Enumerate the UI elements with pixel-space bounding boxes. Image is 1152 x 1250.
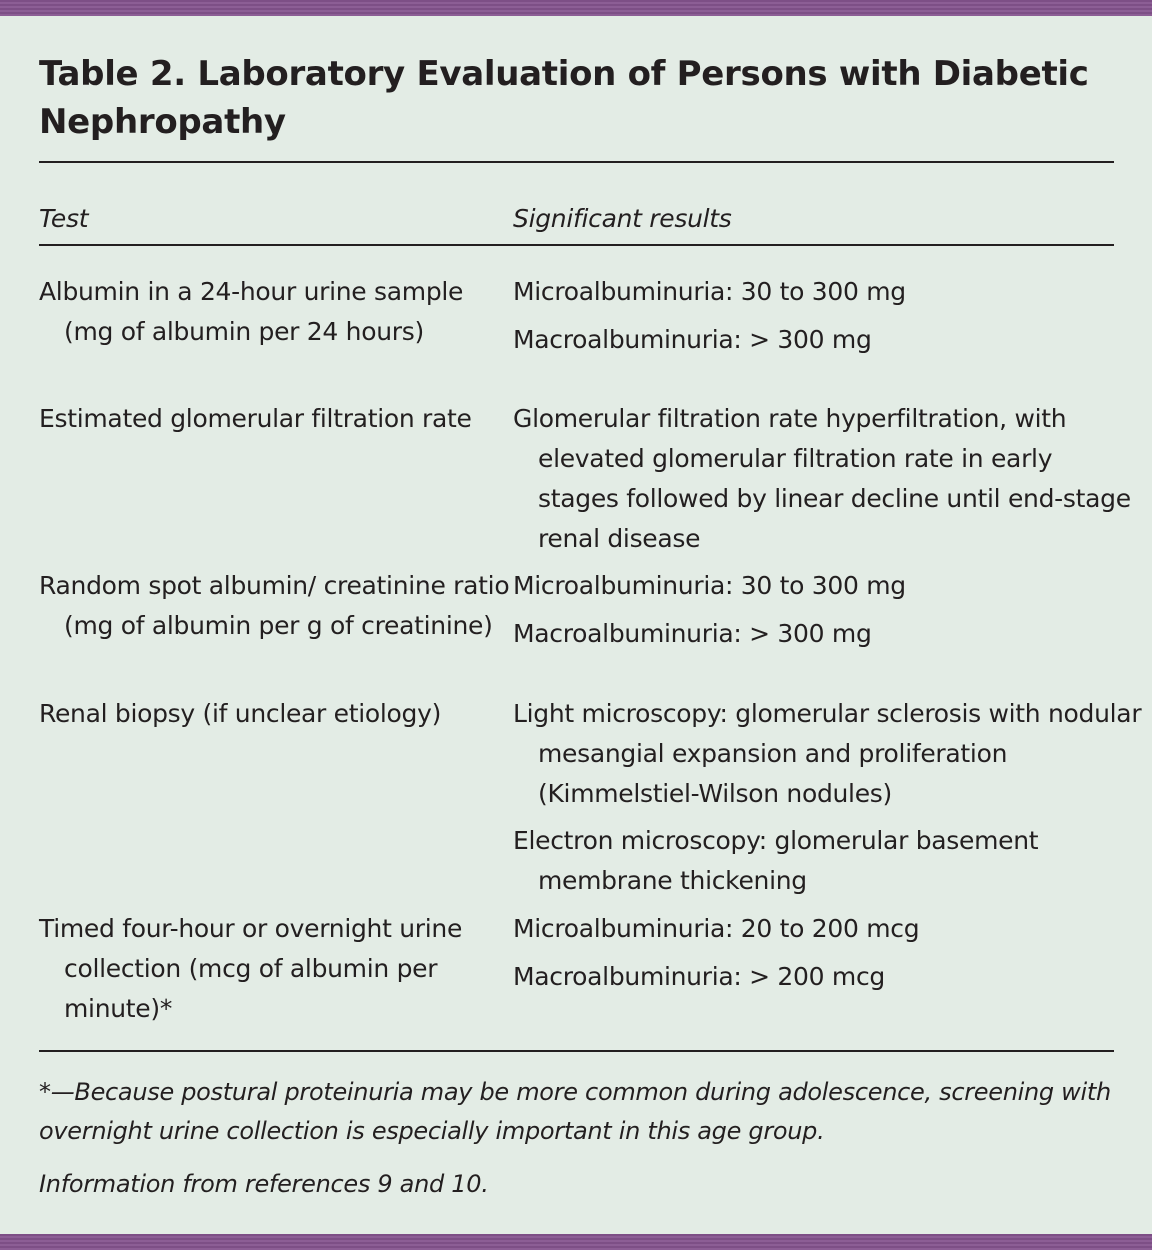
row-1-test: Albumin in a 24-hour urine sample (mg of albumin per 24 hours)	[39, 277, 464, 346]
table-bottom-rule	[39, 1050, 1114, 1052]
column-header-test: Test	[39, 204, 89, 233]
row-5-result-2: Macroalbuminuria: > 200 mcg	[513, 962, 885, 991]
header-bottom-rule	[39, 244, 1114, 246]
row-1-result-2: Macroalbuminuria: > 300 mg	[513, 325, 872, 354]
row-4-test: Renal biopsy (if unclear etiology)	[39, 699, 442, 728]
source-note: Information from references 9 and 10.	[39, 1170, 489, 1198]
bottom-border	[0, 1234, 1152, 1250]
header-top-rule	[39, 161, 1114, 163]
column-header-results: Significant results	[513, 204, 732, 233]
row-5-test: Timed four-hour or overnight urine collection (mcg of albumin per minute)*	[39, 914, 463, 1023]
footnote: *—Because postural proteinuria may be more common during adolescence, screening with overnight urine collection is especially important in this age group.	[39, 1078, 1111, 1145]
row-5-result-1: Microalbuminuria: 20 to 200 mcg	[513, 914, 920, 943]
table-title: Table 2. Laboratory Evaluation of Persons with Diabetic Nephropathy	[39, 54, 1089, 142]
row-3-test: Random spot albumin/ creatinine ratio (mg of albumin per g of creatinine)	[39, 571, 510, 640]
row-3-result-2: Macroalbuminuria: > 300 mg	[513, 619, 872, 648]
row-1-result-1: Microalbuminuria: 30 to 300 mg	[513, 277, 906, 306]
row-2-test: Estimated glomerular filtration rate	[39, 404, 472, 433]
row-3-result-1: Microalbuminuria: 30 to 300 mg	[513, 571, 906, 600]
row-4-result-1: Light microscopy: glomerular sclerosis with nodular mesangial expansion and proliferation (Kimmelstiel-Wilson nodules)	[513, 699, 1142, 808]
row-4-result-2: Electron microscopy: glomerular basement membrane thickening	[513, 826, 1039, 895]
row-2-result-1: Glomerular filtration rate hyperfiltration, with elevated glomerular filtration rate in early stages followed by linear decline until end-stage renal disease	[513, 404, 1131, 553]
top-border	[0, 0, 1152, 16]
